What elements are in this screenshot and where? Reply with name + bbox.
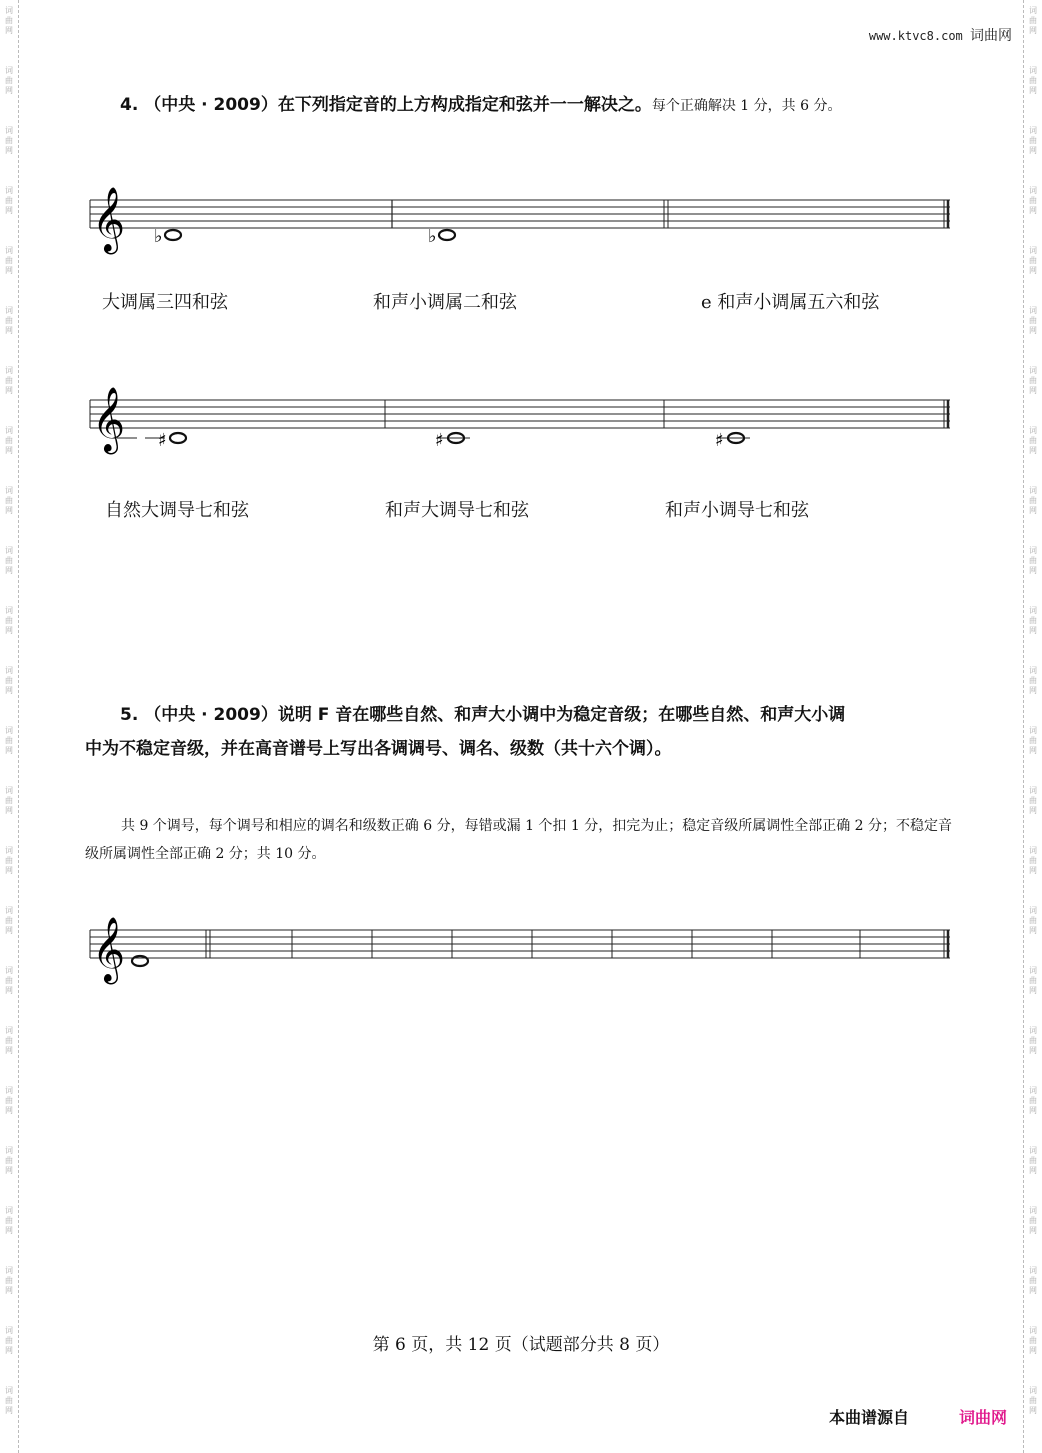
question-5-title-line1: 5. （中央 · 2009）说明 F 音在哪些自然、和声大小调中为稳定音级；在哪些自然、和声大小调	[120, 705, 846, 725]
page-footer: 第 6 页，共 12 页（试题部分共 8 页）	[372, 1335, 670, 1355]
watermark-glyphs: 词 曲 网	[1029, 666, 1037, 695]
whole-note	[170, 433, 186, 443]
watermark-glyphs: 词 曲 网	[1029, 906, 1037, 935]
chord-label: 和声小调导七和弦	[665, 500, 809, 521]
flat-icon: ♭	[428, 226, 437, 247]
watermark-glyphs: 词 曲 网	[1029, 966, 1037, 995]
treble-clef-icon: 𝄞	[92, 187, 126, 252]
watermark-glyphs: 词 曲 网	[1029, 726, 1037, 755]
watermark-glyphs: 词 曲 网	[1029, 546, 1037, 575]
watermark-glyphs: 词 曲 网	[1029, 1326, 1037, 1355]
chord-label: 大调属三四和弦	[102, 292, 228, 313]
staff-row-1	[80, 180, 960, 260]
question-4-score: 每个正确解决 1 分，共 6 分。	[651, 98, 842, 114]
chord-label: 和声大调导七和弦	[385, 500, 529, 521]
watermark-glyphs: 词 曲 网	[1029, 6, 1037, 35]
watermark-glyphs: 词 曲 网	[5, 846, 13, 875]
header-site-name: 词曲网	[970, 28, 1012, 44]
watermark-glyphs: 词 曲 网	[5, 1086, 13, 1115]
watermark-glyphs: 词 曲 网	[1029, 786, 1037, 815]
watermark-glyphs: 词 曲 网	[5, 486, 13, 515]
watermark-glyphs: 词 曲 网	[1029, 846, 1037, 875]
watermark-glyphs: 词 曲 网	[5, 966, 13, 995]
treble-clef-icon: 𝄞	[92, 917, 126, 982]
question-5-title-line2: 中为不稳定音级，并在高音谱号上写出各调调号、调名、级数（共十六个调）。	[85, 739, 672, 759]
watermark-glyphs: 词 曲 网	[1029, 1026, 1037, 1055]
watermark-glyphs: 词 曲 网	[1029, 1266, 1037, 1295]
treble-clef-icon: 𝄞	[92, 387, 126, 452]
watermark-glyphs: 词 曲 网	[5, 1326, 13, 1355]
sharp-icon: ♯	[158, 430, 167, 451]
watermark-glyphs: 词 曲 网	[5, 546, 13, 575]
watermark-glyphs: 词 曲 网	[5, 1266, 13, 1295]
question-5-score-note: 共 9 个调号，每个调号和相应的调名和级数正确 6 分，每错或漏 1 个扣 1 分，扣完为止；稳定音级所属调性全部正确 2 分；不稳定音级所属调性全部正确 2 分；共 10 分。	[85, 818, 953, 862]
watermark-glyphs: 词 曲 网	[1029, 66, 1037, 95]
watermark-glyphs: 词 曲 网	[5, 6, 13, 35]
watermark-glyphs: 词 曲 网	[1029, 126, 1037, 155]
question-4-text: 4. （中央 · 2009）在下列指定音的上方构成指定和弦并一一解决之。	[120, 95, 652, 115]
watermark-glyphs: 词 曲 网	[5, 786, 13, 815]
watermark-glyphs: 词 曲 网	[1029, 366, 1037, 395]
watermark-glyphs: 词 曲 网	[5, 306, 13, 335]
source-label: 本曲谱源自	[828, 1408, 909, 1427]
staff-lines	[90, 400, 950, 428]
watermark-glyphs: 词 曲 网	[5, 66, 13, 95]
whole-note	[165, 230, 181, 240]
watermark-glyphs: 词 曲 网	[5, 1386, 13, 1415]
watermark-glyphs: 词 曲 网	[1029, 426, 1037, 455]
watermark-glyphs: 词 曲 网	[1029, 306, 1037, 335]
watermark-glyphs: 词 曲 网	[5, 426, 13, 455]
watermark-glyphs: 词 曲 网	[1029, 1206, 1037, 1235]
staff-row-3	[80, 910, 960, 990]
watermark-glyphs: 词 曲 网	[1029, 186, 1037, 215]
watermark-glyphs: 词 曲 网	[5, 606, 13, 635]
sharp-icon: ♯	[715, 430, 724, 451]
watermark-glyphs: 词 曲 网	[1029, 486, 1037, 515]
watermark-glyphs: 词 曲 网	[5, 366, 13, 395]
watermark-glyphs: 词 曲 网	[1029, 1086, 1037, 1115]
watermark-glyphs: 词 曲 网	[5, 126, 13, 155]
chord-label: 自然大调导七和弦	[105, 500, 249, 521]
watermark-glyphs: 词 曲 网	[5, 186, 13, 215]
watermark-glyphs: 词 曲 网	[1029, 606, 1037, 635]
watermark-glyphs: 词 曲 网	[5, 1146, 13, 1175]
watermark-glyphs: 词 曲 网	[5, 1026, 13, 1055]
left-watermark-strip	[0, 0, 19, 1453]
whole-note	[439, 230, 455, 240]
watermark-glyphs: 词 曲 网	[5, 666, 13, 695]
chord-label: 和声小调属二和弦	[373, 292, 517, 313]
watermark-glyphs: 词 曲 网	[1029, 246, 1037, 275]
watermark-glyphs: 词 曲 网	[1029, 1146, 1037, 1175]
chord-label: e 和声小调属五六和弦	[701, 292, 880, 313]
staff-lines	[90, 200, 950, 228]
header-url-text: www.ktvc8.com	[868, 29, 963, 43]
header-url	[869, 25, 1012, 45]
source-credit	[829, 1405, 1007, 1428]
watermark-glyphs: 词 曲 网	[5, 906, 13, 935]
watermark-glyphs: 词 曲 网	[5, 726, 13, 755]
flat-icon: ♭	[154, 226, 163, 247]
watermark-glyphs: 词 曲 网	[5, 246, 13, 275]
watermark-glyphs: 词 曲 网	[5, 1206, 13, 1235]
source-brand: 词曲网	[958, 1408, 1007, 1427]
question-4-title	[120, 88, 841, 123]
staff-lines	[90, 930, 950, 958]
staff-row-2	[80, 380, 960, 460]
sharp-icon: ♯	[435, 430, 444, 451]
watermark-glyphs: 词 曲 网	[1029, 1386, 1037, 1415]
right-watermark-strip	[1023, 0, 1042, 1453]
